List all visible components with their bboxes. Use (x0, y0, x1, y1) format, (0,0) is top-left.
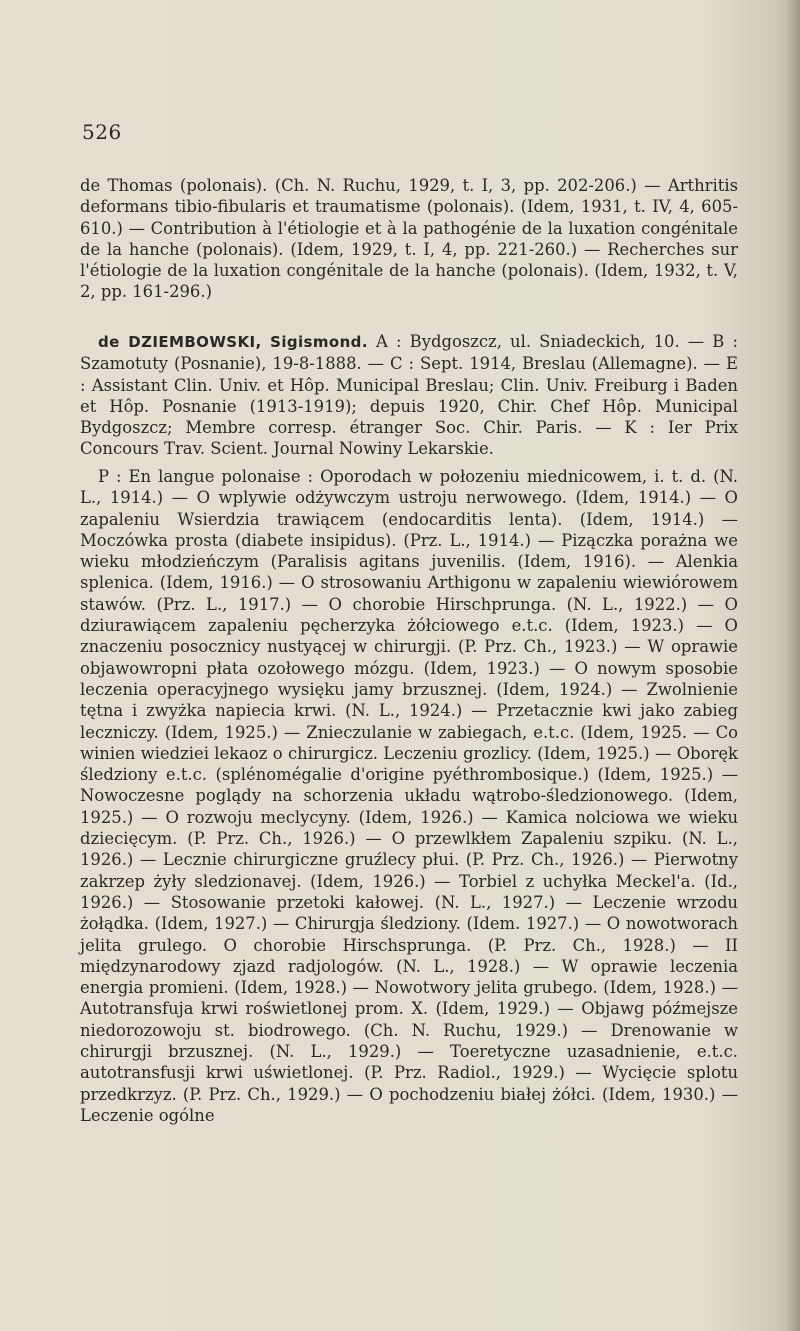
entry-paragraph (80, 331, 738, 460)
previous-entry-continuation (80, 175, 738, 303)
biography-entry (80, 331, 738, 460)
page-number: 526 (82, 120, 122, 144)
entry-details: A : Bydgoszcz, ul. Sniadeckich, 10. — B : Szamotuty (Posnanie), 19-8-1888. — C : Sept. 1914, Breslau (Allemagne). — E : Assistant Clin. Univ. et Hôp. Municipal Breslau; Clin. Univ. Freiburg i Baden et Hôp. Posnanie (1913-1919); depuis 1920, Chir. Chef Hôp. Municipal Bydgoszcz; Membre corresp. étranger Soc. Chir. Paris. — K : Ier Prix Concours Trav. Scient. Journal Nowiny Lekarskie. (80, 332, 738, 459)
previous-entry-text: de Thomas (polonais). (Ch. N. Ruchu, 1929, t. I, 3, pp. 202-206.) — Arthritis deformans tibio-fibularis et traumatisme (polonais). (Idem, 1931, t. IV, 4, 605-610.) — Contribution à l'étiologie et à la pathogénie de la luxation congénitale de la hanche (polonais). (Idem, 1929, t. I, 4, pp. 221-260.) — Recherches sur l'étiologie de la luxation congénitale de la hanche (polonais). (Idem, 1932, t. V, 2, pp. 161-296.) (80, 176, 738, 302)
publications-list (80, 466, 738, 1126)
publications-paragraph (80, 466, 738, 1126)
page-edge-shadow (786, 0, 800, 1331)
entry-name: de DZIEMBOWSKI, Sigismond. (98, 333, 368, 351)
publications-text: P : En langue polonaise : Oporodach w połozeniu miednicowem, i. t. d. (N. L., 1914.) — O wplywie odżywczym ustroju nerwowego. (Idem, 1914.) — O zapaleniu Wsierdzia trawiącem (endocarditis lenta). (Idem, 1914.) — Moczówka prosta (diabete insipidus). (Prz. L., 1914.) — Pizączka porażna we wieku młodzieńczym (Paralisis agitans juvenilis. (Idem, 1916). — Alenkia splenica. (Idem, 1916.) — O strosowaniu Arthigonu w zapaleniu wiewiórowem stawów. (Prz. L., 1917.) — O chorobie Hirschprunga. (N. L., 1922.) — O dziurawiącem zapaleniu pęcherzyka żółciowego e.t.c. (Idem, 1923.) — O znaczeniu posocznicy nustyącej w chirurgji. (P. Prz. Ch., 1923.) — W oprawie objawowropni płata ozołowego mózgu. (Idem, 1923.) — O nowym sposobie leczenia operacyjnego wysięku jamy brzusznej. (Idem, 1924.) — Zwolnienie tętna i zwyżka napiecia krwi. (N. L., 1924.) — Przetacznie kwi jako zabieg leczniczy. (Idem, 1925.) — Znieczulanie w zabiegach, e.t.c. (Idem, 1925. — Co winien wiedziei lekaoz o chirurgicz. Leczeniu grozlicy. (Idem, 1925.) — Oboręk śledziony e.t.c. (splénomégalie d'origine pyéthrombosique.) (Idem, 1925.) — Nowoczesne poglądy na schorzenia układu wątrobo-śledzionowego. (Idem, 1925.) — O rozwoju meclycyny. (Idem, 1926.) — Kamica nolciowa we wieku dziecięcym. (P. Prz. Ch., 1926.) — O przewlkłem Zapaleniu szpiku. (N. L., 1926.) — Lecznie chirurgiczne gruźlecy płui. (P. Prz. Ch., 1926.) — Pierwotny zakrzep żyły sledzionavej. (Idem, 1926.) — Torbiel z uchyłka Meckel'a. (Id., 1926.) — Stosowanie przetoki kałowej. (N. L., 1927.) — Leczenie wrzodu żołądka. (Idem, 1927.) — Chirurgja śledziony. (Idem. 1927.) — O nowotworach jelita grulego. O chorobie Hirschsprunga. (P. Prz. Ch., 1928.) — II międzynarodowy zjazd radjologów. (N. L., 1928.) — W oprawie leczenia energia promieni. (Idem, 1928.) — Nowotwory jelita grubego. (Idem, 1928.) — Autotransfuja krwi roświetlonej prom. X. (Idem, 1929.) — Objawg późmejsze niedorozowoju st. biodrowego. (Ch. N. Ruchu, 1929.) — Drenowanie w chirurgji brzusznej. (N. L., 1929.) — Toeretyczne uzasadnienie, e.t.c. autotransfusji krwi uświetlonej. (P. Prz. Radiol., 1929.) — Wycięcie splotu przedkrzyz. (P. Prz. Ch., 1929.) — O pochodzeniu białej żółci. (Idem, 1930.) — Leczenie ogólne (80, 467, 738, 1125)
